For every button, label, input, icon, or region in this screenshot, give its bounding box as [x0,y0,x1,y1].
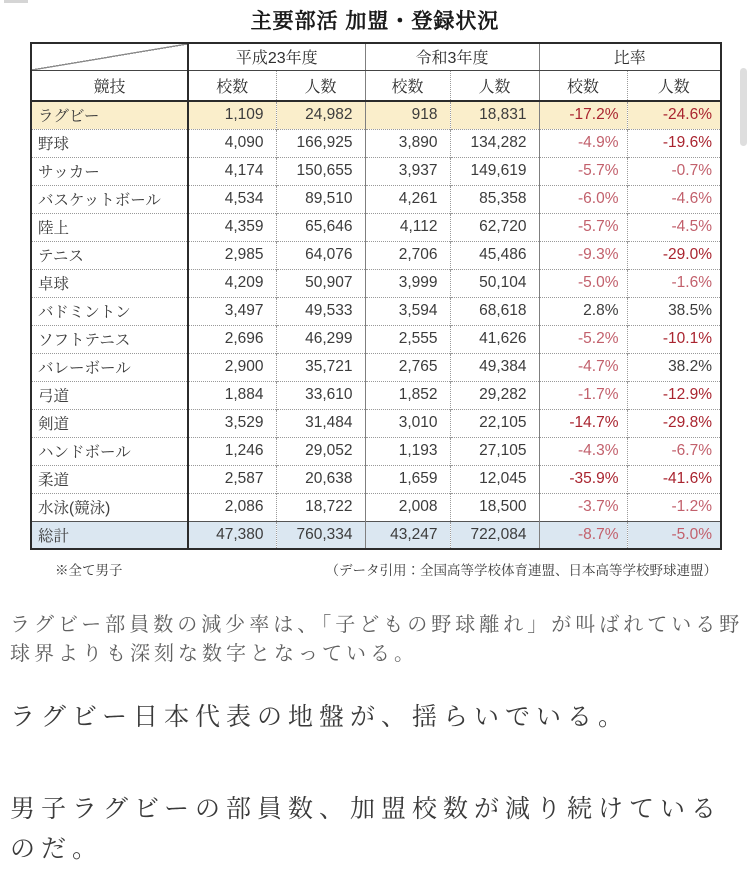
footnote-all-male: ※全て男子 [55,563,123,578]
sport-name: 総計 [31,521,188,549]
sport-row [31,409,721,437]
ratio-schools: -17.2% [539,101,627,129]
h23-schools: 2,985 [188,241,276,269]
r3-schools: 4,112 [365,213,450,241]
h23-members: 24,982 [276,101,365,129]
r3-schools: 3,937 [365,157,450,185]
ratio-members: -41.6% [627,465,721,493]
h23-members: 31,484 [276,409,365,437]
sport-row [31,353,721,381]
ratio-schools: -9.3% [539,241,627,269]
sport-row [31,381,721,409]
r3-members: 62,720 [450,213,539,241]
h23-members: 20,638 [276,465,365,493]
sport-row [31,185,721,213]
h23-schools: 47,380 [188,521,276,549]
sport-name: バスケットボール [31,185,188,213]
r3-schools: 3,594 [365,297,450,325]
sport-name: 剣道 [31,409,188,437]
scrollbar-thumb[interactable] [740,68,747,146]
r3-members: 12,045 [450,465,539,493]
ratio-schools: -5.7% [539,157,627,185]
r3-schools: 2,706 [365,241,450,269]
r3-members: 29,282 [450,381,539,409]
ratio-members: -24.6% [627,101,721,129]
r3-members: 85,358 [450,185,539,213]
h23-schools: 2,900 [188,353,276,381]
ratio-members: -19.6% [627,129,721,157]
ratio-members: -0.7% [627,157,721,185]
ratio-schools: -4.3% [539,437,627,465]
footnote-data-source: （データ引用：全国高等学校体育連盟、日本高等学校野球連盟） [325,563,717,578]
r3-members: 22,105 [450,409,539,437]
group-header-ratio: 比率 [539,43,721,70]
h23-schools: 3,529 [188,409,276,437]
sport-row [31,325,721,353]
sport-name: 柔道 [31,465,188,493]
ratio-schools: -3.7% [539,493,627,521]
r3-members: 722,084 [450,521,539,549]
r3-schools: 43,247 [365,521,450,549]
sport-name: サッカー [31,157,188,185]
h23-schools: 4,090 [188,129,276,157]
sport-name: 陸上 [31,213,188,241]
table-title: 主要部活 加盟・登録状況 [250,10,500,33]
ratio-members: -4.6% [627,185,721,213]
h23-schools: 1,884 [188,381,276,409]
r3-members: 134,282 [450,129,539,157]
r3-schools: 2,008 [365,493,450,521]
ratio-schools: 2.8% [539,297,627,325]
h23-members: 89,510 [276,185,365,213]
column-header-h23-schools: 校数 [188,70,276,101]
sport-row [31,157,721,185]
h23-schools: 2,587 [188,465,276,493]
sport-name: 弓道 [31,381,188,409]
r3-schools: 3,890 [365,129,450,157]
sport-name: 野球 [31,129,188,157]
r3-members: 68,618 [450,297,539,325]
column-header-sport: 競技 [31,70,188,101]
r3-schools: 2,555 [365,325,450,353]
r3-schools: 1,852 [365,381,450,409]
h23-members: 33,610 [276,381,365,409]
r3-members: 149,619 [450,157,539,185]
sport-name: ソフトテニス [31,325,188,353]
ratio-members: -1.2% [627,493,721,521]
ratio-members: 38.2% [627,353,721,381]
ratio-schools: -1.7% [539,381,627,409]
ratio-schools: -14.7% [539,409,627,437]
article-paragraph-2: 男子ラグビーの部員数、加盟校数が減り続けているのだ。 [10,795,723,863]
ratio-members: -10.1% [627,325,721,353]
ratio-members: -1.6% [627,269,721,297]
sport-row [31,101,721,129]
sport-name: 水泳(競泳) [31,493,188,521]
group-header-reiwa3: 令和3年度 [365,43,539,70]
ratio-schools: -5.0% [539,269,627,297]
ratio-members: 38.5% [627,297,721,325]
r3-members: 49,384 [450,353,539,381]
sport-name: 卓球 [31,269,188,297]
h23-members: 35,721 [276,353,365,381]
article-paragraph-1: ラグビー日本代表の地盤が、揺らいでいる。 [10,703,630,731]
sport-row [31,437,721,465]
ratio-schools: -4.9% [539,129,627,157]
r3-schools: 1,659 [365,465,450,493]
sport-name: バレーボール [31,353,188,381]
sport-row [31,493,721,521]
club-stats-table [30,42,722,550]
sport-row [31,269,721,297]
sub-header-row [31,70,721,101]
h23-members: 65,646 [276,213,365,241]
h23-members: 18,722 [276,493,365,521]
ratio-members: -29.0% [627,241,721,269]
h23-schools: 2,696 [188,325,276,353]
h23-members: 49,533 [276,297,365,325]
page-edge-artifact [4,0,28,3]
ratio-schools: -8.7% [539,521,627,549]
r3-members: 18,831 [450,101,539,129]
ratio-schools: -4.7% [539,353,627,381]
h23-schools: 4,174 [188,157,276,185]
h23-members: 760,334 [276,521,365,549]
sport-row [31,297,721,325]
sport-name: バドミントン [31,297,188,325]
ratio-schools: -6.0% [539,185,627,213]
r3-schools: 1,193 [365,437,450,465]
h23-schools: 1,109 [188,101,276,129]
r3-members: 45,486 [450,241,539,269]
r3-schools: 4,261 [365,185,450,213]
sport-row [31,213,721,241]
h23-members: 29,052 [276,437,365,465]
ratio-schools: -35.9% [539,465,627,493]
h23-members: 150,655 [276,157,365,185]
ratio-schools: -5.2% [539,325,627,353]
r3-schools: 3,999 [365,269,450,297]
column-header-ratio-members: 人数 [627,70,721,101]
r3-members: 50,104 [450,269,539,297]
h23-schools: 3,497 [188,297,276,325]
h23-members: 64,076 [276,241,365,269]
ratio-members: -12.9% [627,381,721,409]
table-header [31,43,721,101]
h23-schools: 1,246 [188,437,276,465]
ratio-members: -29.8% [627,409,721,437]
h23-schools: 2,086 [188,493,276,521]
sport-name: ラグビー [31,101,188,129]
r3-members: 27,105 [450,437,539,465]
table-body [31,101,721,549]
sport-name: ハンドボール [31,437,188,465]
h23-members: 166,925 [276,129,365,157]
r3-members: 41,626 [450,325,539,353]
ratio-members: -4.5% [627,213,721,241]
h23-members: 46,299 [276,325,365,353]
table-footnotes [55,559,717,579]
ratio-schools: -5.7% [539,213,627,241]
r3-schools: 3,010 [365,409,450,437]
ratio-members: -5.0% [627,521,721,549]
r3-members: 18,500 [450,493,539,521]
sport-name: テニス [31,241,188,269]
column-header-r3-schools: 校数 [365,70,450,101]
total-row [31,521,721,549]
group-header-heisei23: 平成23年度 [188,43,365,70]
h23-schools: 4,209 [188,269,276,297]
sport-row [31,465,721,493]
r3-schools: 918 [365,101,450,129]
group-header-row [31,43,721,70]
column-header-r3-members: 人数 [450,70,539,101]
h23-schools: 4,359 [188,213,276,241]
h23-schools: 4,534 [188,185,276,213]
corner-diagonal-cell [31,43,188,70]
sport-row [31,129,721,157]
h23-members: 50,907 [276,269,365,297]
table-caption: ラグビー部員数の減少率は、「子どもの野球離れ」が叫ばれている野球界よりも深刻な数字となっている。 [10,614,744,665]
ratio-members: -6.7% [627,437,721,465]
column-header-h23-members: 人数 [276,70,365,101]
column-header-ratio-schools: 校数 [539,70,627,101]
sport-row [31,241,721,269]
r3-schools: 2,765 [365,353,450,381]
